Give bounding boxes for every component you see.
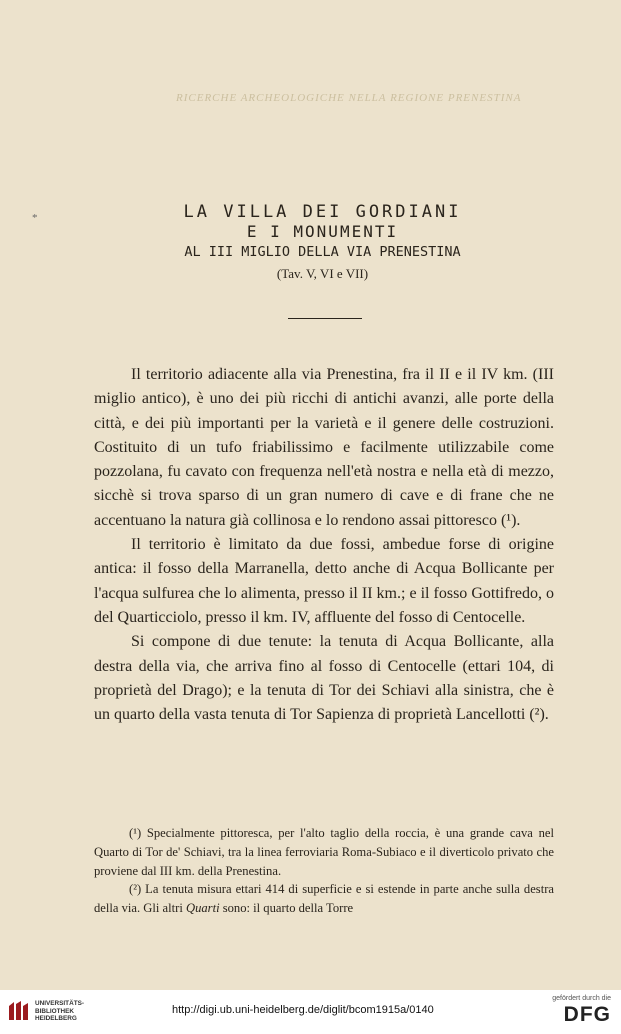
title-rule (288, 318, 362, 319)
article-title (0, 202, 621, 284)
library-name (35, 1000, 84, 1023)
plates-reference: (Tav. V, VI e VII) (276, 266, 369, 281)
paragraph-2: Il territorio è limitato da due fossi, ambedue forse di origine antica: il fosso della Marranella, detto anche di Acqua Bollicante per l'acqua sulfurea che lo alimenta, presso il II km.; e il fosso Gottifredo, o del Quarticciolo, presso il km. IV, affluente del fosso di Centocelle. (94, 536, 554, 626)
footnote-2-tail: sono: il quarto della Torre (219, 901, 354, 916)
viewer-footer (0, 990, 621, 1034)
footnote-2-italic: Quarti (185, 901, 220, 916)
running-head: RICERCHE ARCHEOLOGICHE NELLA REGIONE PRENESTINA (176, 92, 522, 104)
footnotes (94, 824, 554, 918)
library-name-line-2: BIBLIOTHEK (35, 1007, 75, 1015)
dfg-tagline: gefördert durch die (552, 995, 611, 1002)
paragraph-3: Si compone di due tenute: la tenuta di Acqua Bollicante, alla destra della via, che arriva fino al fosso di Centocelle (ettari 104, di proprietà del Drago); e la tenuta di Tor dei Schiavi alla sinistra, che è un quarto della vasta tenuta di Tor Sapienza di proprietà Lancellotti (²). (94, 633, 554, 724)
paragraph-1: Il territorio adiacente alla via Prenestina, fra il II e il IV km. (III miglio antico), è uno dei più ricchi di antichi avanzi, alle porte della città, e dei più importanti per la varietà e il genere delle costruzioni. Costituito di un tufo friabilissimo e facilmente utilizzabile come pozzolana, fu cavato con frequenza nell'età nostra e nella età di mezzo, sicchè si trova sparso di un gran numero di cave e di frane che ne accentuano la natura già collinosa e lo rendono assai pittoresco (¹). (94, 366, 554, 529)
university-library-logo-icon[interactable] (6, 998, 32, 1024)
stray-mark: * (32, 212, 38, 224)
library-name-line-3: HEIDELBERG (35, 1015, 77, 1023)
title-line-2: E I MONUMENTI (246, 222, 399, 241)
dfg-logo[interactable]: DFG (563, 1003, 611, 1026)
title-line-3: AL III MIGLIO DELLA VIA PRENESTINA (184, 244, 461, 260)
footnote-2 (94, 880, 554, 918)
library-name-line-1: UNIVERSITÄTS- (35, 1000, 84, 1007)
body-text (94, 363, 554, 727)
permalink-url[interactable]: http://digi.ub.uni-heidelberg.de/diglit/bcom1915a/0140 (172, 1004, 434, 1016)
footnote-1: (¹) Specialmente pittoresca, per l'alto taglio della roccia, è una grande cava nel Quarto di Tor de' Schiavi, tra la linea ferroviaria Roma-Subiaco e il diverticolo privato che proviene dal III km. della Prenestina. (94, 826, 554, 878)
title-line-1: LA VILLA DEI GORDIANI (183, 202, 462, 222)
footnote-2-text: (²) La tenuta misura ettari 414 di superficie e si estende in parte anche sulla destra della via. Gli altri (94, 882, 554, 916)
